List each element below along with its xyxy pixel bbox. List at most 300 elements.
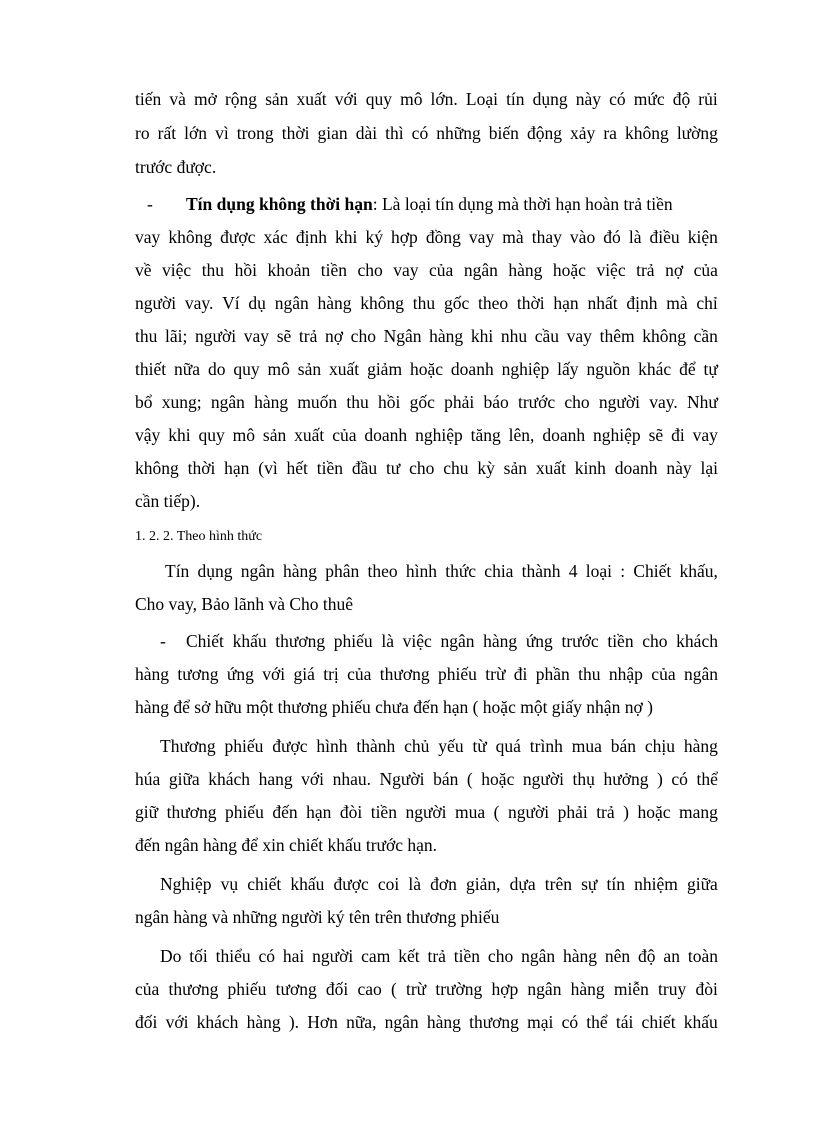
word: vậy bbox=[135, 425, 161, 445]
word: hàng bbox=[483, 631, 518, 651]
word: không bbox=[135, 458, 179, 478]
word: ngân bbox=[240, 561, 275, 581]
word: ngân bbox=[210, 392, 245, 412]
word: vay bbox=[393, 260, 419, 280]
word: dựa bbox=[509, 874, 536, 894]
word: trình bbox=[529, 736, 563, 756]
text-line bbox=[135, 768, 718, 790]
word: nghiệp bbox=[593, 425, 641, 445]
word: biến bbox=[488, 123, 519, 143]
word: Hơn bbox=[307, 1012, 338, 1032]
word: tư bbox=[385, 458, 401, 478]
text-line: ngân hàng và những người ký tên trên thương phiếu bbox=[135, 907, 500, 927]
word: mại bbox=[527, 1012, 554, 1032]
word: hồi bbox=[378, 392, 401, 412]
text-line bbox=[160, 945, 718, 967]
word: có bbox=[411, 123, 429, 143]
word: phiếu bbox=[333, 631, 373, 651]
word: lớn bbox=[184, 123, 208, 143]
word: người bbox=[507, 802, 550, 822]
word: nợ bbox=[665, 260, 684, 280]
word: sản bbox=[265, 89, 289, 109]
text-line bbox=[135, 88, 718, 110]
word: định bbox=[295, 227, 327, 247]
word: nợ bbox=[325, 326, 344, 346]
word: nghiệp bbox=[501, 359, 550, 379]
word: trừ bbox=[485, 664, 506, 684]
word: chiết bbox=[641, 1012, 676, 1032]
word: để bbox=[679, 359, 696, 379]
word: cho bbox=[350, 326, 376, 346]
word: ứng bbox=[226, 664, 254, 684]
word: Ngân bbox=[383, 326, 422, 346]
word: hết bbox=[286, 458, 308, 478]
word: đầu bbox=[351, 458, 378, 478]
word: nữa, bbox=[346, 1012, 377, 1032]
word: đến bbox=[272, 802, 298, 822]
word: ứng bbox=[525, 631, 553, 651]
word: nữa bbox=[174, 359, 201, 379]
word: dụng bbox=[532, 89, 568, 109]
word: giảm bbox=[367, 359, 403, 379]
word: hoặc bbox=[481, 769, 515, 789]
word: vay bbox=[692, 425, 718, 445]
list-dash: - bbox=[147, 194, 153, 214]
word: truy bbox=[658, 979, 687, 999]
word: mang bbox=[678, 802, 718, 822]
word: tiền bbox=[370, 802, 397, 822]
word: hàng bbox=[426, 1012, 461, 1032]
word: hồi bbox=[234, 260, 257, 280]
text-line bbox=[135, 457, 718, 479]
word: khấu bbox=[290, 874, 325, 894]
word: tự bbox=[703, 359, 718, 379]
text-line bbox=[135, 424, 718, 446]
word: giữa bbox=[686, 874, 718, 894]
word: dài bbox=[355, 123, 378, 143]
word: xuất bbox=[294, 425, 325, 445]
word: chu bbox=[443, 458, 469, 478]
word: là bbox=[408, 874, 422, 894]
word: ). bbox=[288, 1012, 300, 1032]
word: sản bbox=[503, 458, 527, 478]
word: ( bbox=[466, 769, 473, 789]
word: ngân bbox=[527, 979, 562, 999]
text-line bbox=[135, 391, 718, 413]
word: có bbox=[609, 89, 626, 109]
word: thêm bbox=[599, 326, 635, 346]
word: ngân bbox=[521, 946, 556, 966]
word: nguồn bbox=[586, 359, 631, 379]
word: do bbox=[207, 359, 226, 379]
word: nhu bbox=[500, 326, 528, 346]
word: vào bbox=[569, 227, 596, 247]
word: người bbox=[195, 326, 237, 346]
word: chiết bbox=[247, 874, 282, 894]
text-line: trước được. bbox=[135, 157, 217, 177]
word: vay bbox=[468, 227, 495, 247]
word: bán bbox=[433, 769, 459, 789]
word: động bbox=[526, 123, 562, 143]
word: tiền bbox=[607, 631, 634, 651]
word: báo bbox=[483, 392, 509, 412]
text-line bbox=[160, 735, 718, 757]
word: thời bbox=[516, 293, 545, 313]
word: thành bbox=[356, 736, 396, 756]
word: Chiết bbox=[633, 561, 672, 581]
word: thời bbox=[281, 123, 310, 143]
word: hạn bbox=[553, 293, 579, 313]
word: này bbox=[575, 89, 602, 109]
word: tương bbox=[275, 979, 317, 999]
word: ngân bbox=[384, 1012, 419, 1032]
word: những bbox=[436, 123, 481, 143]
word: cao bbox=[357, 979, 382, 999]
word: tiền bbox=[320, 260, 347, 280]
word: không bbox=[642, 326, 686, 346]
word: tín bbox=[506, 89, 525, 109]
word: cho bbox=[487, 946, 514, 966]
word: chịu bbox=[644, 736, 675, 756]
word: trên bbox=[544, 874, 572, 894]
word: khách bbox=[196, 1012, 239, 1032]
word: hàng bbox=[317, 293, 352, 313]
word: thì bbox=[385, 123, 404, 143]
word: lường bbox=[676, 123, 718, 143]
word: của bbox=[693, 260, 718, 280]
word: hàng bbox=[429, 326, 464, 346]
word: Ví bbox=[222, 293, 240, 313]
word: (vì bbox=[258, 458, 278, 478]
word: hạn bbox=[306, 802, 332, 822]
word: thiểu bbox=[215, 946, 251, 966]
word: giữ bbox=[135, 802, 159, 822]
word: hình bbox=[316, 736, 348, 756]
word: mô bbox=[232, 425, 255, 445]
word: hai bbox=[282, 946, 305, 966]
word: với bbox=[165, 1012, 189, 1032]
word: nhập bbox=[608, 664, 643, 684]
word: trị bbox=[323, 664, 339, 684]
word: thời bbox=[187, 458, 216, 478]
word: đồng bbox=[425, 227, 461, 247]
word: quy bbox=[233, 359, 260, 379]
word: với bbox=[262, 664, 286, 684]
word: không bbox=[625, 123, 669, 143]
word: khi bbox=[335, 227, 358, 247]
word: tiền bbox=[316, 458, 343, 478]
word: bán bbox=[610, 736, 636, 756]
word: trước bbox=[517, 392, 556, 412]
word: phần bbox=[535, 664, 570, 684]
text-line bbox=[135, 801, 718, 823]
word: cho bbox=[642, 631, 668, 651]
word: phiếu bbox=[224, 802, 264, 822]
word: lên, bbox=[508, 425, 535, 445]
word: mô bbox=[267, 359, 290, 379]
word: xung; bbox=[161, 392, 202, 412]
text-line: hàng để sở hữu một thương phiếu chưa đến hạn ( hoặc một giấy nhận nợ ) bbox=[135, 697, 653, 717]
word: việc bbox=[162, 260, 192, 280]
word: đòi bbox=[339, 802, 363, 822]
word: 4 bbox=[568, 561, 578, 581]
word: thu bbox=[578, 664, 601, 684]
word: của bbox=[135, 979, 160, 999]
section-heading: 1. 2. 2. Theo hình thức bbox=[135, 529, 263, 544]
word: giữa bbox=[168, 769, 200, 789]
word: yếu bbox=[438, 736, 464, 756]
word: hợp bbox=[391, 227, 418, 247]
word: kinh bbox=[574, 458, 606, 478]
word: cầu bbox=[534, 326, 560, 346]
word: của bbox=[332, 425, 357, 445]
word: hàng bbox=[570, 979, 605, 999]
word: với bbox=[334, 89, 358, 109]
text-line bbox=[160, 873, 718, 895]
word: Do bbox=[160, 946, 182, 966]
list-dash: - bbox=[160, 631, 166, 651]
word: dụng bbox=[197, 561, 233, 581]
word: miễn bbox=[613, 979, 649, 999]
word: thể bbox=[586, 1012, 608, 1032]
text-line bbox=[135, 1011, 718, 1033]
word: đơn bbox=[430, 874, 457, 894]
word: lớn. bbox=[430, 89, 458, 109]
word: vì bbox=[215, 123, 229, 143]
word: dụ bbox=[248, 293, 266, 313]
word: Người bbox=[379, 769, 425, 789]
word: ra bbox=[603, 123, 617, 143]
word: kiện bbox=[687, 227, 718, 247]
word: đi bbox=[513, 664, 528, 684]
word: hàng bbox=[508, 260, 543, 280]
word: mà bbox=[502, 227, 524, 247]
word: mức bbox=[633, 89, 665, 109]
word: là bbox=[381, 631, 394, 651]
word: điều bbox=[649, 227, 680, 247]
word: ngân bbox=[463, 260, 498, 280]
word: được bbox=[333, 874, 369, 894]
word: đó bbox=[603, 227, 621, 247]
item-first-line bbox=[186, 630, 718, 652]
word: trừ bbox=[405, 979, 427, 999]
word: phải bbox=[557, 802, 588, 822]
word: người bbox=[312, 946, 354, 966]
word: thành bbox=[521, 561, 561, 581]
word: an bbox=[663, 946, 680, 966]
term-label: Tín dụng không thời hạn bbox=[186, 194, 373, 214]
word: về bbox=[135, 260, 152, 280]
word: vay. bbox=[184, 293, 214, 313]
text-line bbox=[135, 978, 718, 1000]
word: sẽ bbox=[276, 326, 292, 346]
text-line bbox=[135, 259, 718, 281]
text-line: Cho vay, Bảo lãnh và Cho thuê bbox=[135, 594, 354, 614]
text-line: đến ngân hàng để xin chiết khấu trước hạn. bbox=[135, 835, 438, 855]
word: hàng bbox=[135, 664, 170, 684]
word: hàng bbox=[562, 946, 598, 966]
word: lãi; bbox=[165, 326, 188, 346]
word: có bbox=[561, 1012, 579, 1032]
word: vay bbox=[135, 227, 161, 247]
word: vụ bbox=[220, 874, 239, 894]
word: tăng bbox=[470, 425, 501, 445]
term-definition: : Là loại tín dụng mà thời hạn hoàn trả tiền bbox=[372, 194, 673, 214]
word: đối bbox=[135, 1012, 158, 1032]
word: và bbox=[169, 89, 186, 109]
word: ( bbox=[390, 979, 397, 999]
word: sự bbox=[581, 874, 598, 894]
word: chủ bbox=[404, 736, 430, 756]
word: hang bbox=[258, 769, 293, 789]
word: húa bbox=[135, 769, 161, 789]
word: doanh bbox=[614, 458, 658, 478]
word: ngân bbox=[274, 293, 309, 313]
word: kết bbox=[398, 946, 420, 966]
word: chia bbox=[484, 561, 514, 581]
text-line: cần tiếp). bbox=[135, 491, 201, 511]
word: trong bbox=[236, 123, 274, 143]
word: cần bbox=[693, 326, 718, 346]
word: sản bbox=[262, 425, 287, 445]
word: kỳ bbox=[477, 458, 495, 478]
word: xuất bbox=[296, 89, 327, 109]
word: giá bbox=[293, 664, 315, 684]
word: sẽ bbox=[648, 425, 664, 445]
word: đi bbox=[671, 425, 685, 445]
word: cho bbox=[564, 392, 590, 412]
word: hoặc bbox=[409, 359, 444, 379]
word: là bbox=[628, 227, 642, 247]
word: khấu bbox=[232, 631, 267, 651]
word: nên bbox=[604, 946, 631, 966]
word: từ bbox=[472, 736, 487, 756]
word: quy bbox=[365, 89, 392, 109]
word: được bbox=[220, 227, 256, 247]
word: nhau. bbox=[332, 769, 371, 789]
word: hoặc bbox=[637, 802, 671, 822]
word: khác bbox=[638, 359, 672, 379]
word: hoặc bbox=[552, 260, 586, 280]
text-line bbox=[135, 663, 718, 685]
word: khi bbox=[470, 326, 494, 346]
word: phải bbox=[444, 392, 475, 412]
word: trước bbox=[561, 631, 599, 651]
word: Thương bbox=[160, 736, 216, 756]
word: tương bbox=[177, 664, 219, 684]
word: tiến bbox=[135, 89, 162, 109]
word: theo bbox=[477, 293, 509, 313]
word: người bbox=[405, 802, 447, 822]
word: khách bbox=[676, 631, 718, 651]
word: thay bbox=[531, 227, 562, 247]
word: phiếu bbox=[227, 979, 267, 999]
word: lấy bbox=[557, 359, 579, 379]
word: ( bbox=[493, 802, 500, 822]
word: việc bbox=[402, 631, 432, 651]
word: Tín bbox=[165, 561, 190, 581]
word: vay bbox=[566, 326, 592, 346]
word: tiền bbox=[453, 946, 481, 966]
word: này bbox=[666, 458, 692, 478]
word: gian bbox=[317, 123, 348, 143]
word: hạn bbox=[224, 458, 250, 478]
word: doanh bbox=[364, 425, 408, 445]
word: có bbox=[671, 769, 688, 789]
word: coi bbox=[377, 874, 400, 894]
word: khi bbox=[168, 425, 191, 445]
word: người bbox=[598, 392, 640, 412]
word: hàng bbox=[683, 736, 718, 756]
word: gốc bbox=[409, 392, 435, 412]
word: thương bbox=[168, 979, 219, 999]
word: lại bbox=[700, 458, 718, 478]
word: trả bbox=[298, 326, 318, 346]
word: phân bbox=[325, 561, 360, 581]
word: gốc bbox=[443, 293, 470, 313]
word: tái bbox=[615, 1012, 634, 1032]
word: mà bbox=[666, 293, 688, 313]
word: thương bbox=[166, 802, 217, 822]
word: nghiệp bbox=[415, 425, 463, 445]
item-first-line bbox=[186, 193, 673, 215]
word: ngân bbox=[440, 631, 475, 651]
word: mua bbox=[455, 802, 486, 822]
word: có bbox=[258, 946, 276, 966]
word: được bbox=[272, 736, 308, 756]
word: muốn bbox=[297, 392, 338, 412]
word: vay bbox=[243, 326, 270, 346]
word: thể bbox=[696, 769, 718, 789]
word: mô bbox=[400, 89, 423, 109]
word: độ bbox=[672, 89, 691, 109]
word: trường bbox=[435, 979, 483, 999]
word: khấu bbox=[683, 1012, 718, 1032]
word: xuất bbox=[535, 458, 566, 478]
word: rất bbox=[157, 123, 177, 143]
text-line bbox=[165, 560, 718, 582]
word: thu bbox=[412, 293, 436, 313]
word: hình bbox=[405, 561, 437, 581]
word: thương bbox=[469, 1012, 519, 1032]
word: phiếu bbox=[438, 664, 477, 684]
word: Chiết bbox=[186, 631, 224, 651]
word: quá bbox=[495, 736, 521, 756]
word: ) bbox=[657, 769, 663, 789]
word: thương bbox=[379, 664, 430, 684]
word: thụ bbox=[572, 769, 595, 789]
word: khấu, bbox=[679, 561, 718, 581]
word: sản bbox=[297, 359, 322, 379]
word: loại bbox=[585, 561, 612, 581]
word: giản, bbox=[466, 874, 501, 894]
word: hàng bbox=[246, 1012, 281, 1032]
word: đối bbox=[325, 979, 349, 999]
word: của bbox=[429, 260, 454, 280]
word: doanh bbox=[542, 425, 586, 445]
word: cho bbox=[357, 260, 383, 280]
word: thu bbox=[346, 392, 369, 412]
word: nhất bbox=[587, 293, 618, 313]
word: tối bbox=[189, 946, 208, 966]
text-line bbox=[135, 358, 718, 380]
word: cho bbox=[409, 458, 435, 478]
word: hợp bbox=[491, 979, 519, 999]
word: hàng bbox=[283, 561, 318, 581]
word: ký bbox=[365, 227, 383, 247]
text-line bbox=[135, 226, 718, 248]
word: hưởng bbox=[603, 769, 649, 789]
